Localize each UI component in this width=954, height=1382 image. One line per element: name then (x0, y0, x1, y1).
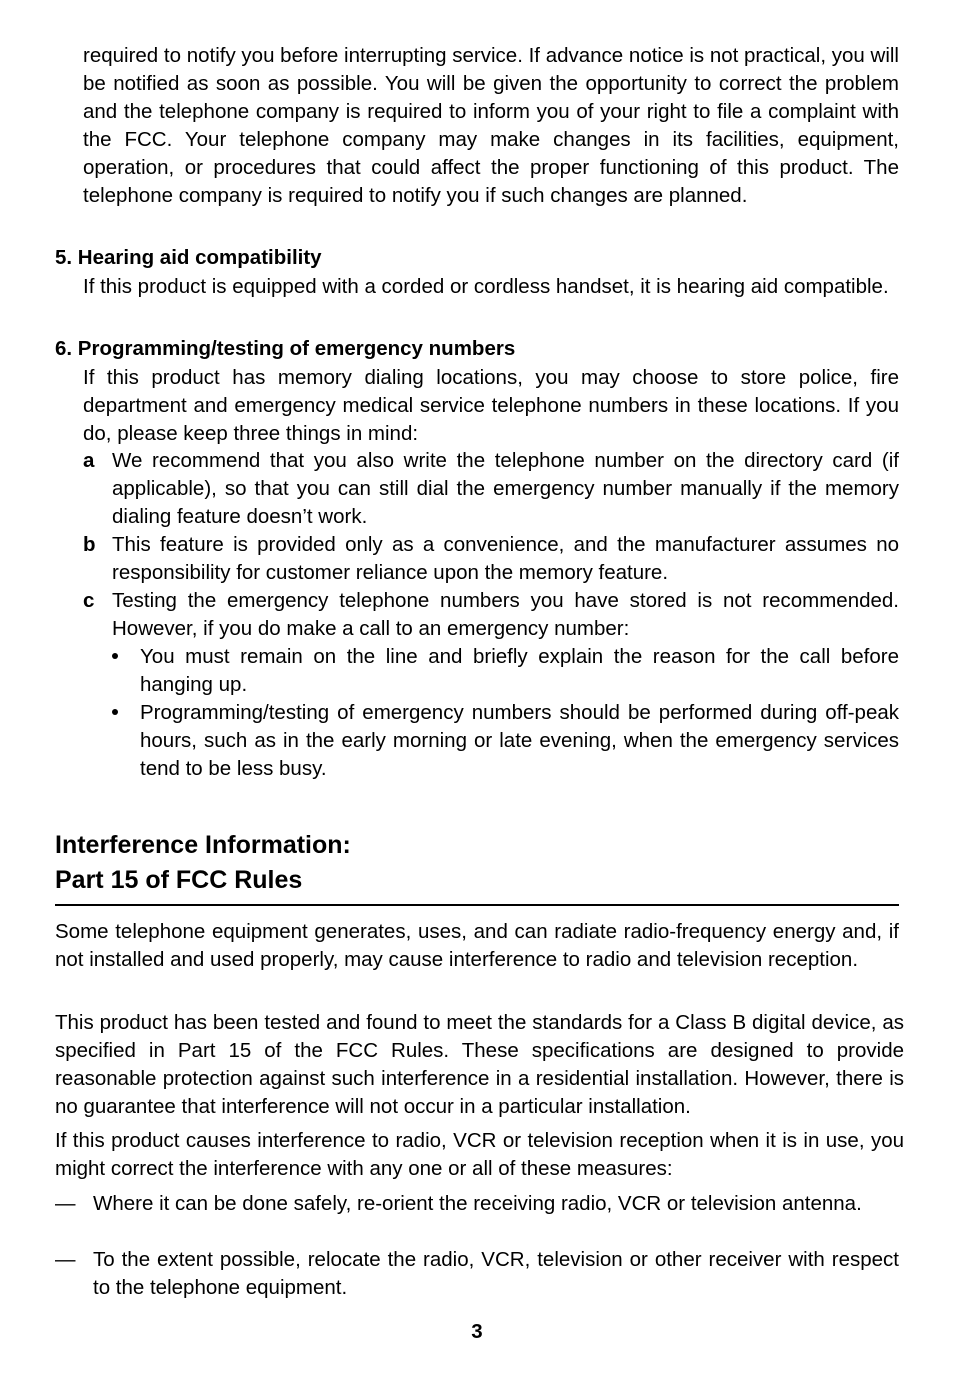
divider-line (55, 904, 899, 906)
bullet-text: Programming/testing of emergency numbers should be performed during off-peak hours, such as in the early morning or late evening, when the emergency services tend to be less busy. (140, 701, 899, 780)
section-6-body: If this product has memory dialing locations, you may choose to store police, fire department and emergency medical service telephone numbers in these locations. If you do, please keep three things in mind: (83, 366, 899, 445)
section-5-body: If this product is equipped with a corded or cordless handset, it is hearing aid compatible. (83, 275, 889, 298)
heading-line-2: Part 15 of FCC Rules (55, 866, 303, 894)
list-letter: a (83, 449, 95, 472)
list-text: Testing the emergency telephone numbers you have stored is not recommended. However, if you do make a call to an emergency number: (112, 589, 899, 640)
dash-marker: — (55, 1192, 76, 1215)
measure-text: Where it can be done safely, re-orient the receiving radio, VCR or television antenna. (93, 1192, 862, 1215)
measure-item (55, 1190, 899, 1218)
list-letter: c (83, 589, 95, 612)
measure-item (55, 1246, 899, 1302)
list-text: We recommend that you also write the telephone number on the directory card (if applicable), so that you can still dial the emergency number manually if the memory dialing feature doesn’t work. (112, 449, 899, 528)
list-item-a (83, 447, 899, 531)
bullet-icon (112, 709, 118, 715)
page-number: 3 (471, 1320, 483, 1343)
interference-paragraph-1: Some telephone equipment generates, uses, and can radiate radio-frequency energy and, if not installed and used properly, may cause interference to radio and television reception. (55, 920, 899, 971)
bullet-item (112, 699, 899, 783)
heading-line-1: Interference Information: (55, 831, 351, 859)
list-letter: b (83, 533, 96, 556)
list-item-b (83, 531, 899, 587)
dash-marker: — (55, 1248, 76, 1271)
list-text: This feature is provided only as a convenience, and the manufacturer assumes no responsibility for customer reliance upon the memory feature. (112, 533, 899, 584)
bullet-text: You must remain on the line and briefly explain the reason for the call before hanging up. (140, 645, 899, 696)
list-item-c (83, 587, 899, 643)
bullet-icon (112, 653, 118, 659)
bullet-item (112, 643, 899, 699)
interference-paragraph-3: If this product causes interference to radio, VCR or television reception when it is in use, you might correct the interference with any one or all of these measures: (55, 1129, 904, 1180)
continued-paragraph: required to notify you before interrupting service. If advance notice is not practical, you will be notified as soon as possible. You will be given the opportunity to correct the problem and the telephone company is required to inform you of your right to file a complaint with the FCC. Your telephone company may make changes in its facilities, equipment, operation, or procedures that could affect the proper functioning of this product. The telephone company is required to notify you if such changes are planned. (83, 44, 899, 207)
interference-heading (55, 828, 351, 898)
interference-paragraph-2: This product has been tested and found to meet the standards for a Class B digital device, as specified in Part 15 of the FCC Rules. These specifications are designed to provide reasonable protection against such interference in a residential installation. However, there is no guarantee that interference will not occur in a particular installation. (55, 1011, 904, 1118)
section-6-heading: 6. Programming/testing of emergency numbers (55, 337, 516, 360)
measure-text: To the extent possible, relocate the radio, VCR, television or other receiver with respect to the telephone equipment. (93, 1248, 899, 1299)
section-5-heading: 5. Hearing aid compatibility (55, 246, 322, 269)
